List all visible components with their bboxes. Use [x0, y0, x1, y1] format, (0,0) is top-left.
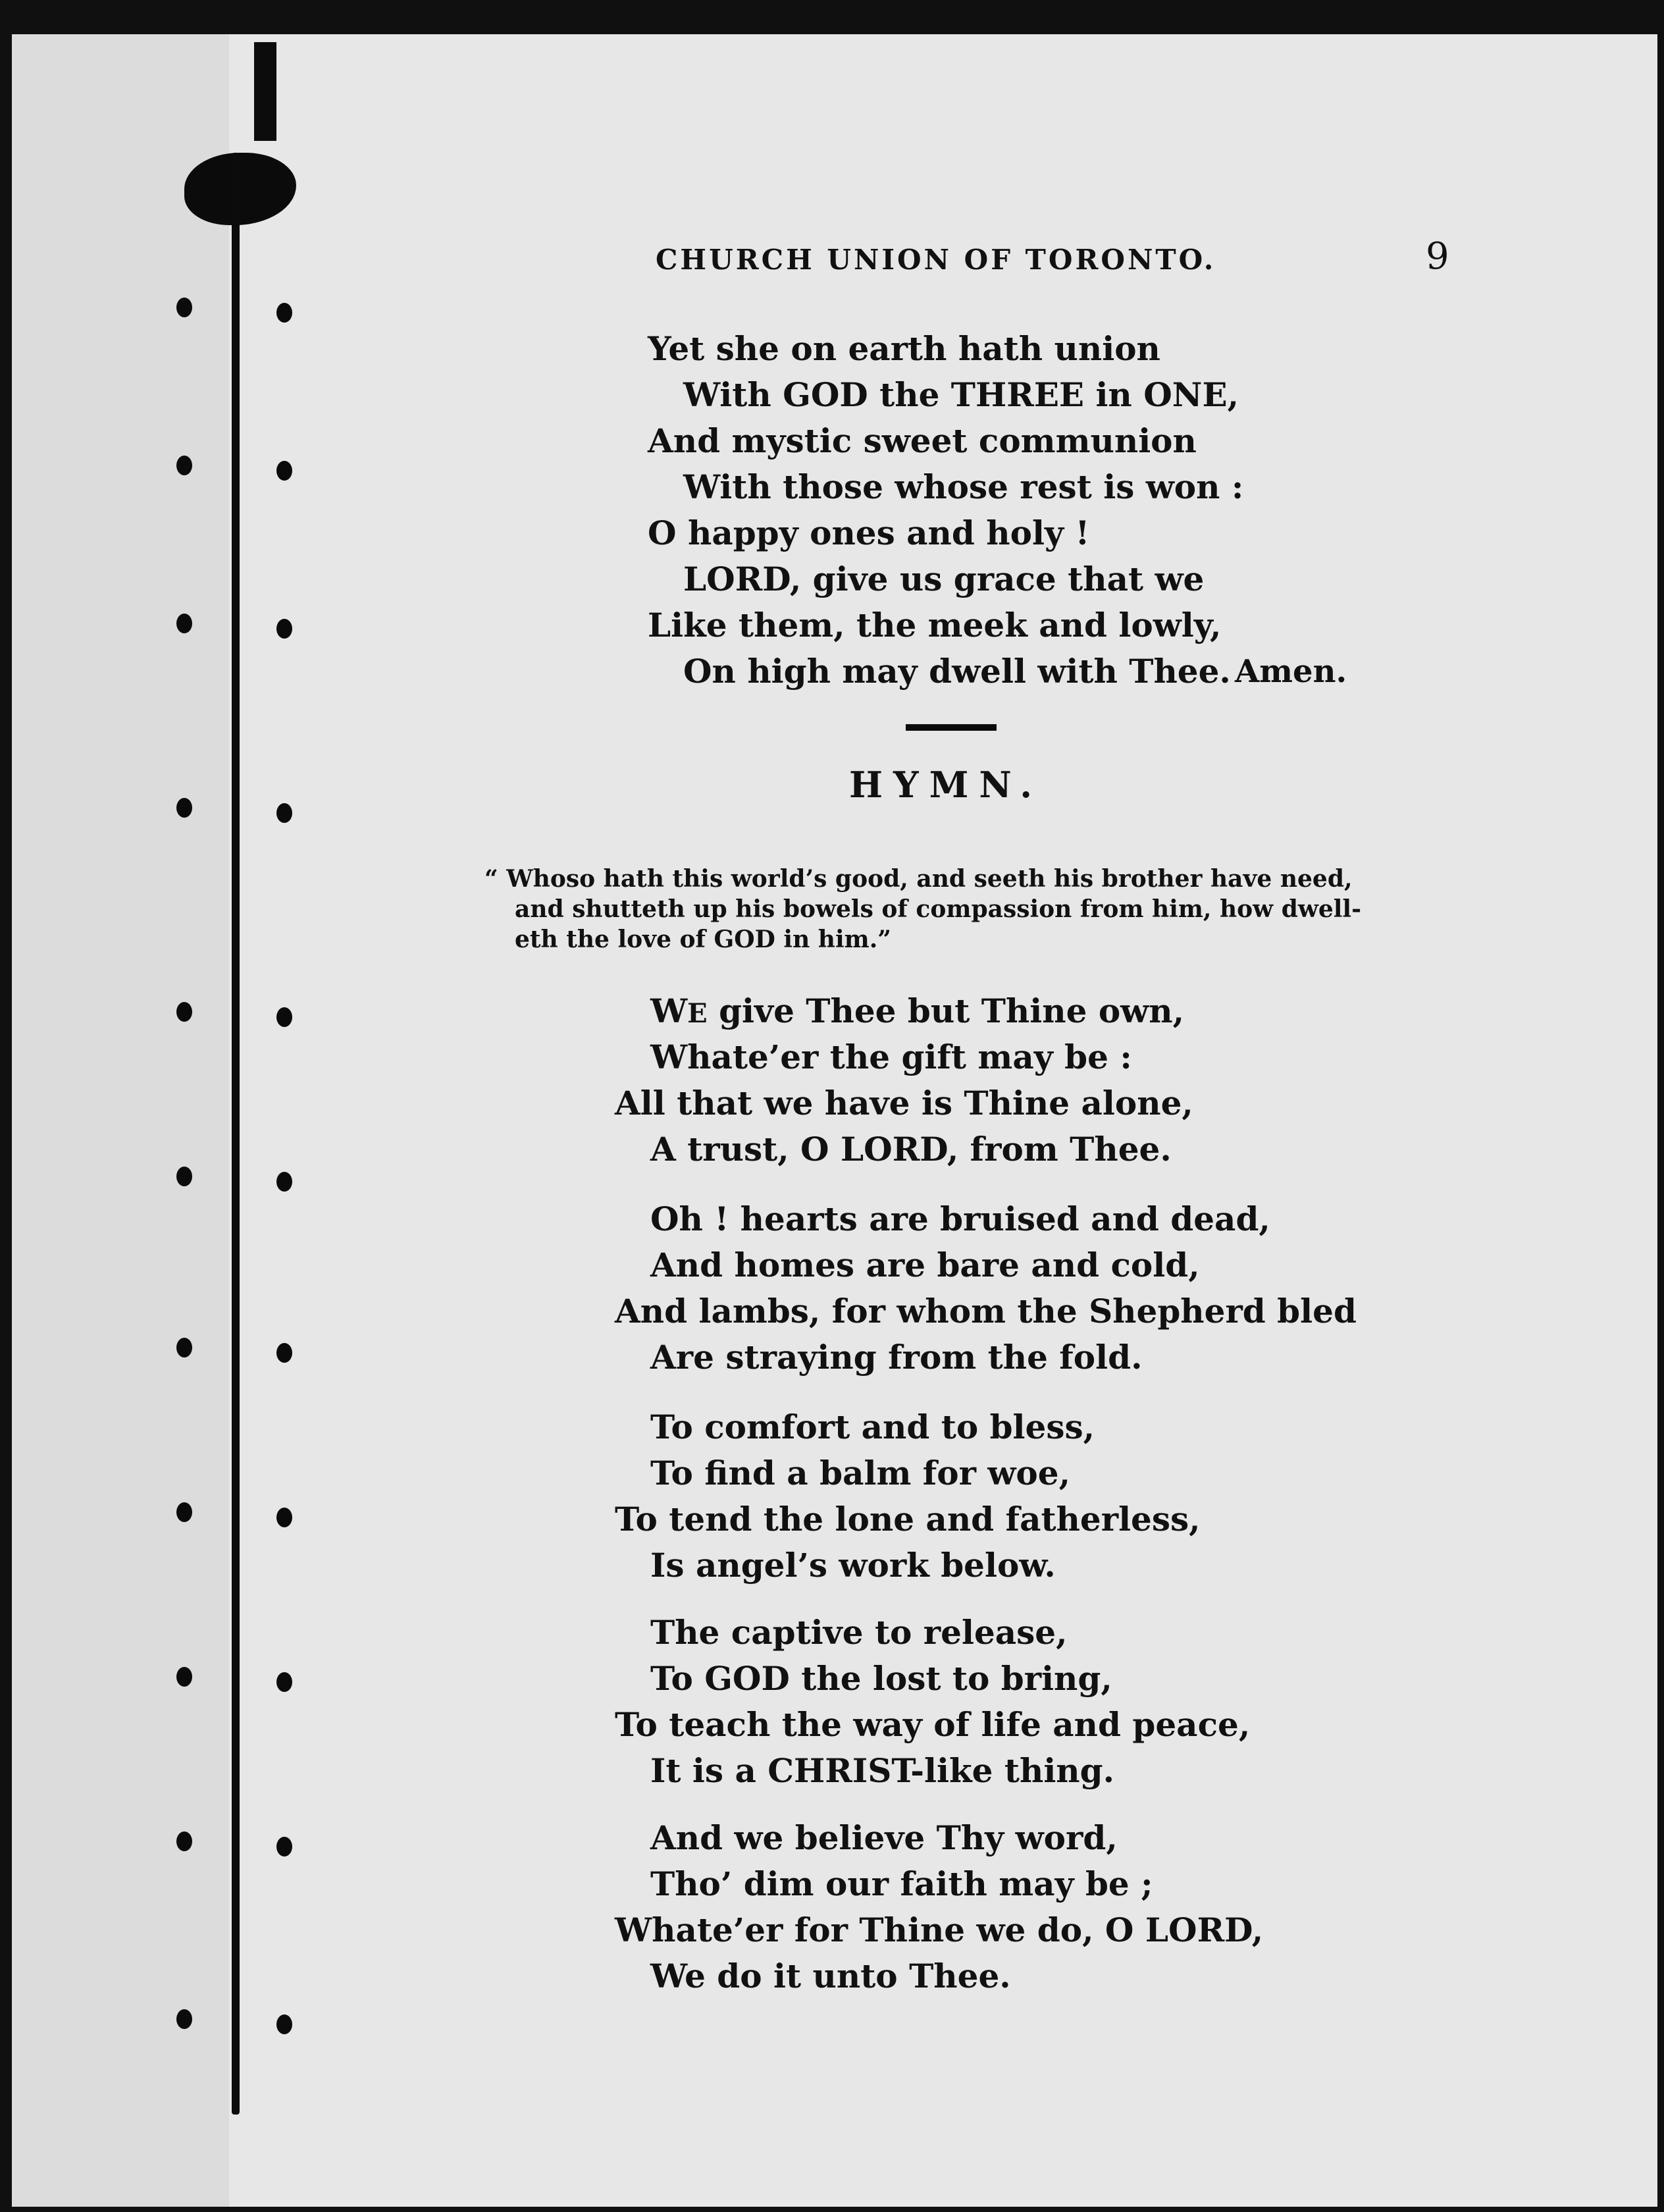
running-head: CHURCH UNION OF TORONTO. [656, 244, 1216, 276]
verse-line: Whate’er for Thine we do, O LORD, [615, 1910, 1264, 1949]
stitch-hole [176, 1831, 192, 1851]
stitch-hole [176, 1338, 192, 1357]
stitch-hole [176, 1502, 192, 1522]
stitch-hole [176, 614, 192, 633]
stitch-hole [276, 1672, 292, 1692]
verse-line: And lambs, for whom the Shepherd bled [615, 1292, 1357, 1330]
verse-line: And we believe Thy word, [650, 1818, 1118, 1857]
verse-line: LORD, give us grace that we [683, 560, 1205, 598]
verse-line: Like them, the meek and lowly, [648, 606, 1222, 645]
verse-line: A trust, O LORD, from Thee. [650, 1130, 1172, 1169]
page-number: 9 [1426, 235, 1449, 278]
stitch-hole [176, 1002, 192, 1022]
stitch-hole [176, 1667, 192, 1687]
stitch-hole [276, 619, 292, 639]
verse-line: To teach the way of life and peace, [615, 1705, 1251, 1744]
section-divider [906, 724, 997, 731]
verse-line: With those whose rest is won : [683, 467, 1244, 506]
epigraph-line: eth the love of GOD in him.” [515, 926, 891, 953]
stitch-hole [276, 461, 292, 481]
verse-line: Yet she on earth hath union [648, 329, 1160, 368]
verse-line: And homes are bare and cold, [650, 1246, 1200, 1284]
stitch-hole [176, 298, 192, 317]
stitch-hole [276, 1007, 292, 1027]
verse-line: With GOD the THREE in ONE, [683, 375, 1239, 414]
stitch-hole [276, 803, 292, 823]
verse-line [650, 991, 1184, 1030]
verse-line: Is angel’s work below. [650, 1546, 1056, 1585]
small-caps: E [687, 998, 708, 1029]
verse-line: On high may dwell with Thee. [683, 652, 1231, 691]
stitch-hole [176, 456, 192, 475]
hymn-title: HYMN. [849, 764, 1043, 806]
stitch-hole [176, 2009, 192, 2029]
binding-mark-top [254, 42, 276, 141]
ink-blot [184, 153, 296, 225]
verse-line: And mystic sweet communion [648, 421, 1197, 460]
verse-line: To comfort and to bless, [650, 1408, 1095, 1446]
epigraph-line: “ Whoso hath this world’s good, and seeth his brother have need, [484, 865, 1353, 893]
verse-line: Oh ! hearts are bruised and dead, [650, 1199, 1270, 1238]
binding-margin [12, 34, 229, 2207]
verse-line: Whate’er the gift may be : [650, 1038, 1132, 1076]
stitch-hole [276, 303, 292, 323]
stitch-hole [176, 1167, 192, 1186]
scanned-page [12, 34, 1657, 2207]
verse-line: To tend the lone and fatherless, [615, 1500, 1201, 1539]
stitch-hole [276, 1343, 292, 1363]
binding-rule [232, 153, 240, 2115]
verse-line: All that we have is Thine alone, [615, 1084, 1193, 1122]
drop-initial: W [650, 991, 688, 1030]
verse-line: To find a balm for woe, [650, 1454, 1070, 1492]
stitch-hole [276, 1172, 292, 1192]
verse-line: O happy ones and holy ! [648, 514, 1090, 552]
stitch-hole [276, 1508, 292, 1527]
verse-line: It is a CHRIST-like thing. [650, 1751, 1115, 1790]
verse-line: Tho’ dim our faith may be ; [650, 1864, 1153, 1903]
verse-line: The captive to release, [650, 1613, 1068, 1652]
amen: Amen. [1235, 653, 1347, 690]
stitch-hole [276, 1837, 292, 1856]
verse-line: We do it unto Thee. [650, 1957, 1011, 1995]
stitch-hole [276, 2014, 292, 2034]
verse-line: Are straying from the fold. [650, 1338, 1143, 1377]
first-line-rest: give Thee but Thine own, [707, 991, 1184, 1030]
stitch-hole [176, 798, 192, 818]
verse-line: To GOD the lost to bring, [650, 1659, 1112, 1698]
epigraph-line: and shutteth up his bowels of compassion from him, how dwell- [515, 895, 1362, 923]
